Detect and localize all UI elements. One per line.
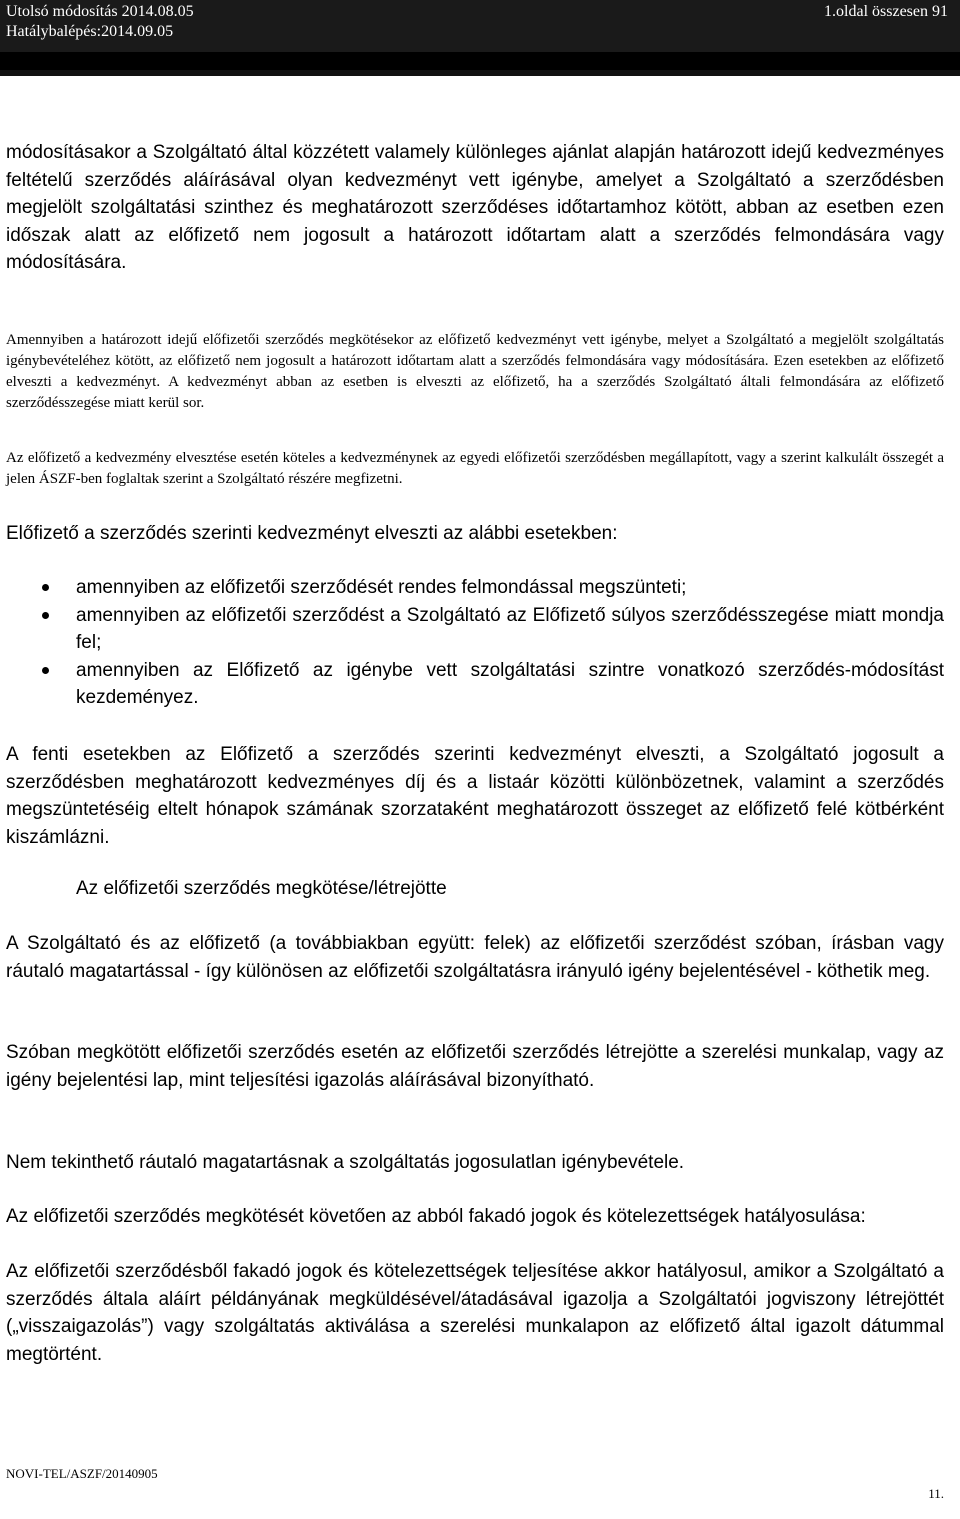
oral-contract-paragraph: Szóban megkötött előfizetői szerződés esetén az előfizetői szerződés létrejötte a szerelési munkalap, vagy az igény bejelentési lap, mint teljesítési igazolás aláírásával bizonyítható. — [6, 1042, 944, 1091]
bullet-icon — [42, 612, 49, 619]
bullet-icon — [42, 584, 49, 591]
document-id: NOVI-TEL/ASZF/20140905 — [6, 1466, 158, 1481]
discount-terms-paragraph: Amennyiben a határozott idejű előfizetői szerződés megkötésekor az előfizető kedvezményt vett igénybe, melyet a Szolgáltató a megjelölt szolgáltatás igénybevételéhez kötött, az előfizető nem jogosult a határozott időtartam alatt a szerződés felmondására vagy módosítására. Ezen esetekben az előfizető elveszti a kedvezményt. A kedvezményt abban az esetben is elveszti az előfizető, ha a szerződés Szolgáltató általi felmondására az előfizető szerződésszegése miatt kerül sor. — [6, 332, 944, 411]
page-header — [0, 0, 960, 76]
page-info: 1.oldal összesen 91 — [824, 3, 948, 20]
discount-repayment-paragraph: Az előfizető a kedvezmény elvesztése esetén köteles a kedvezménynek az egyedi előfizetői szerződésben megállapított, vagy a szerint kalkulált összegét a jelen ÁSZF-ben foglaltak szerint a Szolgáltató részére megfizetni. — [6, 450, 944, 487]
penalty-paragraph: A fenti esetekben az Előfizető a szerződés szerinti kedvezményt elveszti, a Szolgáltató jogosult a szerződésben meghatározott kedvezményes díj és a listaár közötti különbözetnek, valamint a szerződés megszüntetéséig eltelt hónapok számának szorzataként meghatározott összeget az előfizető felé kötbérként kiszámlázni. — [6, 744, 944, 848]
bullet-icon — [42, 667, 49, 674]
rights-effect-paragraph: Az előfizetői szerződésből fakadó jogok és kötelezettségek teljesítése akkor hatályosul, amikor a Szolgáltató a szerződés általa aláírt példányának megküldésével/átadásával igazolja a Szolgáltatói jogviszony létrejöttét („visszaigazolás”) vagy szolgáltatás aktiválása a szerelési munkalapon az előfizető által igazolt dátummal megtörtént. — [6, 1261, 944, 1365]
section-heading: Az előfizetői szerződés megkötése/létrejötte — [76, 878, 447, 899]
last-modified-date: Utolsó módosítás 2014.08.05 — [6, 3, 194, 20]
effective-date: Hatálybalépés:2014.09.05 — [6, 23, 174, 40]
list-item-text: amennyiben az Előfizető az igénybe vett szolgáltatási szintre vonatkozó szerződés-módosítást kezdeményez. — [76, 659, 944, 708]
list-item-text: amennyiben az előfizetői szerződését rendes felmondással megszünteti; — [76, 577, 687, 598]
list-item — [6, 657, 944, 712]
rights-effect-heading: Az előfizetői szerződés megkötését követően az abból fakadó jogok és kötelezettségek hatályosulása: — [6, 1206, 866, 1227]
contract-forms-paragraph: A Szolgáltató és az előfizető (a továbbiakban együtt: felek) az előfizetői szerződést szóban, írásban vagy ráutaló magatartással - így különösen az előfizetői szolgáltatásra irányuló igény bejelentésével - köthetik meg. — [6, 933, 944, 982]
intro-paragraph: módosításakor a Szolgáltató által közzétett valamely különleges ajánlat alapján határozott idejű kedvezményes feltételű szerződés aláírásával olyan kedvezményt vett igénybe, amelyet a Szolgáltató a szerződésben megjelölt szolgáltatási szinthez és meghatározott szerződéses időtartamhoz kötött, abban az esetben ezen időszak alatt az előfizető nem jogosult a határozott időtartam alatt a szerződés felmondására vagy módosítására. — [6, 142, 944, 273]
header-divider — [0, 70, 960, 76]
list-item — [6, 574, 944, 602]
unauthorized-use-paragraph: Nem tekinthető ráutaló magatartásnak a szolgáltatás jogosulatlan igénybevétele. — [6, 1152, 685, 1173]
discount-loss-list — [6, 574, 944, 712]
page-number: 11. — [928, 1486, 944, 1501]
discount-loss-intro: Előfizető a szerződés szerinti kedvezményt elveszti az alábbi esetekben: — [6, 523, 618, 544]
list-item-text: amennyiben az előfizetői szerződést a Szolgáltató az Előfizető súlyos szerződésszegése miatt mondja fel; — [76, 604, 944, 653]
list-item — [6, 602, 944, 657]
